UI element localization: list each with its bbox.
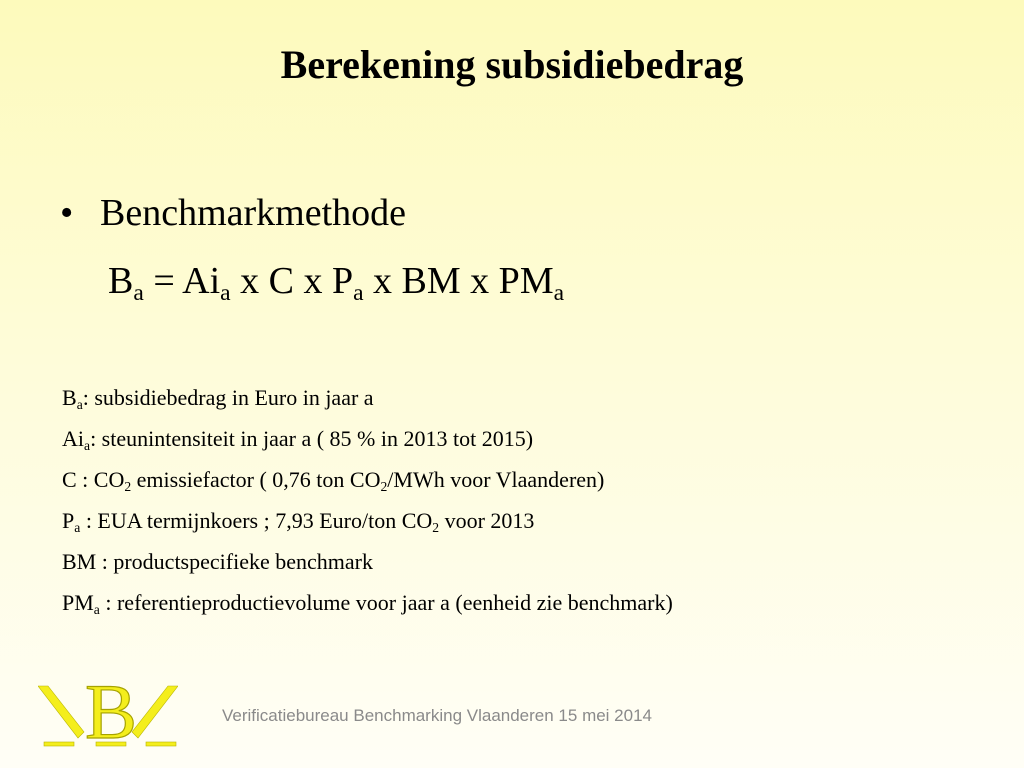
def-text: BM : productspecifieke benchmark (62, 549, 373, 574)
logo-letter: B (84, 672, 138, 752)
def-symbol: P (62, 508, 75, 533)
def-subscript: a (76, 397, 83, 413)
bullet-item-benchmarkmethode (60, 190, 406, 236)
definition-bm (62, 541, 673, 582)
def-symbol: Ai (62, 426, 84, 451)
def-text: : subsidiebedrag in Euro in jaar a (82, 385, 374, 410)
logo-bar-right (146, 742, 176, 746)
slide-title: Berekening subsidiebedrag (280, 42, 744, 87)
logo-left-stroke (38, 686, 84, 738)
def-symbol: PM (62, 590, 94, 615)
definition-pa (62, 500, 673, 541)
bullet-text: Benchmarkmethode (100, 192, 407, 234)
def-text: voor 2013 (439, 508, 535, 533)
logo-bar-left (44, 742, 74, 746)
formula-mid1: x C x P (230, 260, 354, 302)
definitions-list (62, 377, 673, 623)
def-text: /MWh voor Vlaanderen) (387, 467, 605, 492)
definition-pma (62, 582, 673, 623)
def-subscript: a (74, 520, 81, 536)
def-text: : referentieproductievolume voor jaar a (eenheid zie benchmark) (99, 590, 673, 615)
def-subscript: 2 (432, 520, 440, 536)
formula-pm-subscript: a (553, 280, 565, 307)
definition-ba (62, 377, 673, 418)
formula (108, 258, 565, 307)
vbv-logo-icon (38, 672, 178, 752)
def-subscript: a (93, 602, 100, 618)
def-subscript: a (84, 438, 91, 454)
logo-right-stroke (132, 686, 178, 738)
footer-text: Verificatiebureau Benchmarking Vlaanderen 15 mei 2014 (222, 706, 652, 725)
definition-c (62, 459, 673, 500)
formula-mid2: x BM x PM (363, 260, 554, 302)
formula-eq: = Ai (143, 260, 221, 302)
definition-aia (62, 418, 673, 459)
formula-p-subscript: a (353, 280, 364, 307)
formula-ai-subscript: a (220, 280, 231, 307)
bullet-dot-icon: • (60, 192, 74, 234)
def-subscript: 2 (124, 479, 132, 495)
formula-b-subscript: a (133, 280, 144, 307)
def-text: C : CO (62, 467, 125, 492)
def-subscript: 2 (380, 479, 388, 495)
def-text: : EUA termijnkoers ; 7,93 Euro/ton CO (80, 508, 433, 533)
def-text: : steunintensiteit in jaar a ( 85 % in 2013 tot 2015) (90, 426, 534, 451)
def-text: emissiefactor ( 0,76 ton CO (131, 467, 381, 492)
def-symbol: B (62, 385, 77, 410)
formula-b: B (108, 260, 134, 302)
